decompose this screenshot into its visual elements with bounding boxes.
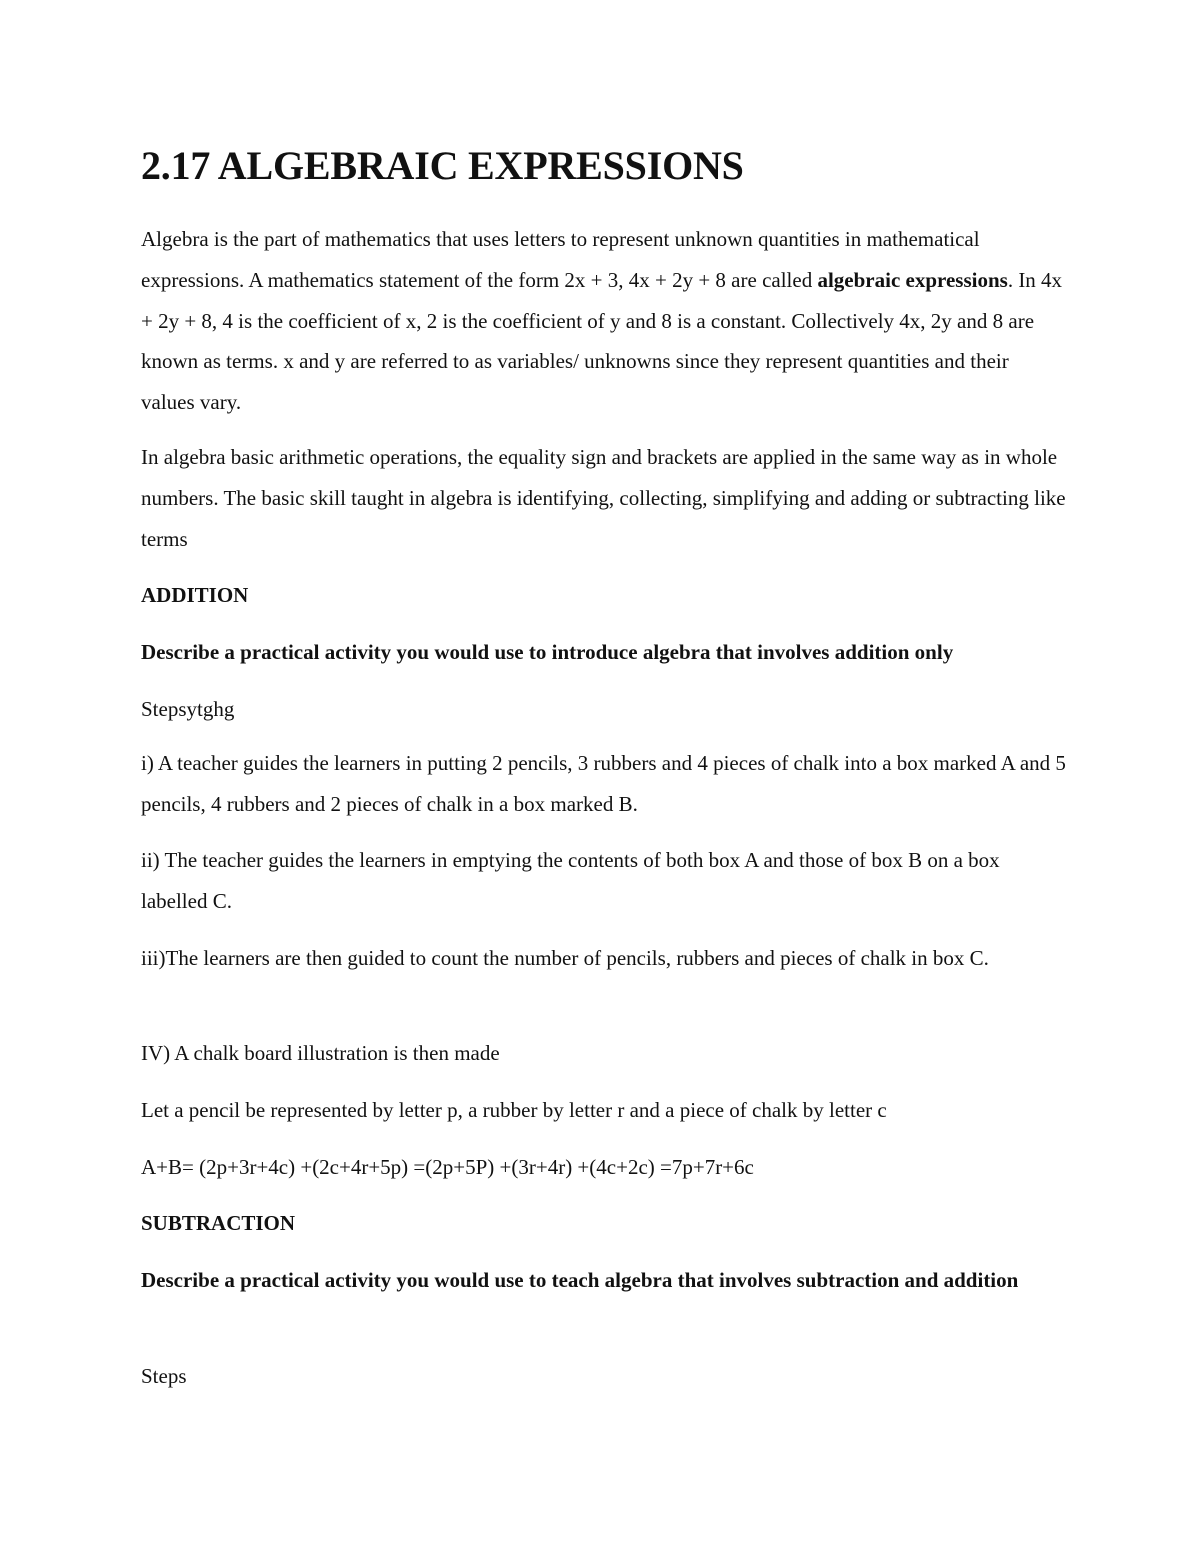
variable-definition-line: Let a pencil be represented by letter p, a rubber by letter r and a piece of chalk by letter c <box>141 1098 887 1122</box>
intro-paragraph <box>141 219 1066 423</box>
arithmetic-paragraph: In algebra basic arithmetic operations, the equality sign and brackets are applied in the same way as in whole numbers. The basic skill taught in algebra is identifying, collecting, simplifying and adding or subtracting like terms <box>141 445 1066 551</box>
addition-step-3: iii)The learners are then guided to count the number of pencils, rubbers and pieces of chalk in box C. <box>141 946 989 970</box>
subtraction-heading: SUBTRACTION <box>141 1211 296 1235</box>
document-title: 2.17 ALGEBRAIC EXPRESSIONS <box>141 143 744 188</box>
subtraction-question: Describe a practical activity you would use to teach algebra that involves subtraction and addition <box>141 1268 1019 1292</box>
addition-step-2: ii) The teacher guides the learners in emptying the contents of both box A and those of box B on a box labelled C. <box>141 848 1000 913</box>
intro-bold-term: algebraic expressions <box>817 267 1008 292</box>
addition-steps-label: Stepsytghg <box>141 697 235 721</box>
subtraction-steps-label: Steps <box>141 1364 187 1388</box>
addition-step-1: i) A teacher guides the learners in putting 2 pencils, 3 rubbers and 4 pieces of chalk into a box marked A and 5 pencils, 4 rubbers and 2 pieces of chalk in a box marked B. <box>141 751 1066 816</box>
intro-text-part2: . In 4x + 2y + 8, 4 is the coefficient of x, 2 is the coefficient of y and 8 is a constant. Collectively 4x, 2y and 8 are known as terms. x and y are referred to as variables/ unknowns since they represent quantities and their values vary. <box>141 267 1063 415</box>
addition-heading: ADDITION <box>141 583 249 607</box>
intro-text-part1: Algebra is the part of mathematics that uses letters to represent unknown quantities in mathematical expressions. A mathematics statement of the form 2x + 3, 4x + 2y + 8 are called <box>141 227 980 292</box>
addition-question: Describe a practical activity you would use to introduce algebra that involves addition only <box>141 640 954 664</box>
addition-equation: A+B= (2p+3r+4c) +(2c+4r+5p) =(2p+5P) +(3r+4r) +(4c+2c) =7p+7r+6c <box>141 1155 754 1179</box>
addition-step-4: IV) A chalk board illustration is then made <box>141 1041 500 1065</box>
